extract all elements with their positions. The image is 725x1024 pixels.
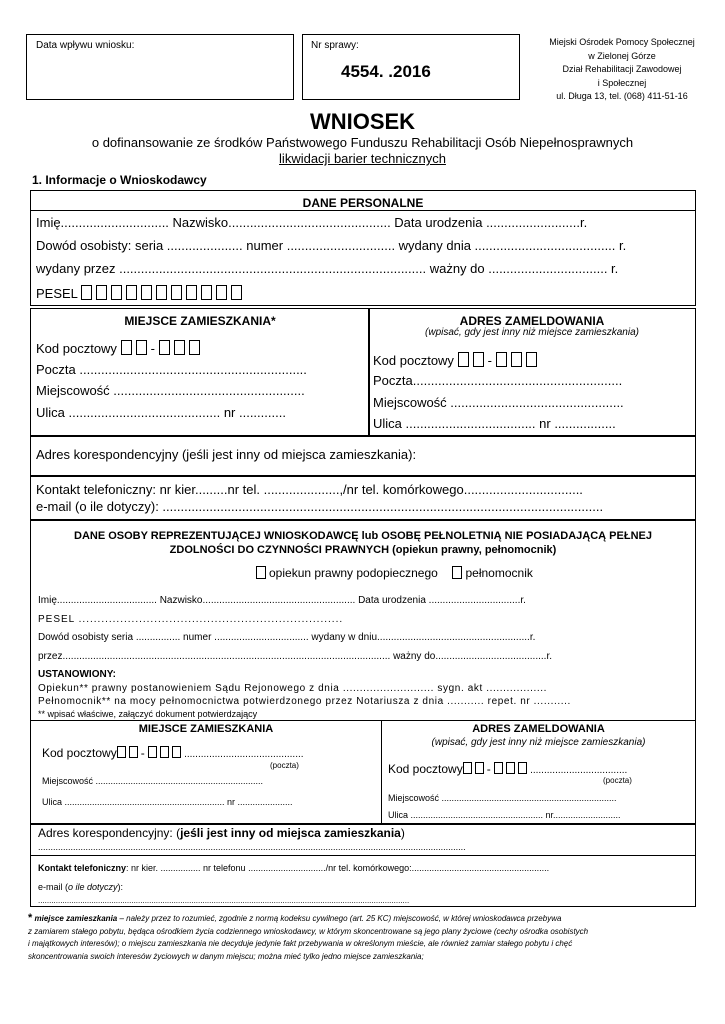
rep-correspondence-bold: jeśli jest inny od miejsca zamieszkania [180,826,401,840]
postal-dash: - [486,762,491,776]
section-heading: 1. Informacje o Wnioskodawcy [32,173,207,187]
postal-dash: - [140,746,145,760]
digit-box[interactable] [506,762,515,774]
digit-box[interactable] [129,746,138,758]
digit-box[interactable] [174,340,185,355]
footnote-star: * [28,912,33,924]
digit-box[interactable] [186,285,197,300]
postal-code-label: Kod pocztowy [42,746,117,760]
digit-box[interactable] [141,285,152,300]
footnote-line: skoncentrowania swoich interesów życiowych w danym miejscu; można mieć tylko jedno miejsce zamieszkania; [28,951,424,961]
rep-pesel-line[interactable]: PESEL ...................................................................... [38,614,344,625]
digit-box[interactable] [189,340,200,355]
rep-residence-postal-code[interactable] [42,746,304,760]
rep-registered-note: (wpisać, gdy jest inny niż miejsce zamieszkania) [431,737,646,748]
document-subtitle: o dofinansowanie ze środków Państwowego Funduszu Rehabilitacji Osób Niepełnosprawnych [91,135,634,150]
rep-id-line[interactable]: Dowód osobisty seria ................ numer .................................. wydany w dniu.......................................................r. [38,632,536,643]
institution-line: i Społecznej [597,77,647,88]
rep-issued-line[interactable]: przez...................................................................................................................... ważny do........................................r. [38,651,553,662]
post-office-dots[interactable]: ................................... [530,765,628,776]
footnote-line: i majątkowych interesów); o miejscu zamieszkania nie decyduje jedynie fakt przebywania w określonym mieście, ale również zamiar stałego pobytu i chęć [28,939,573,948]
postal-code-label: Kod pocztowy [388,762,463,776]
rep-contact-email[interactable] [38,882,123,892]
pesel-label: PESEL [36,286,78,301]
case-number-box [302,34,520,100]
contact-phone-line[interactable]: Kontakt telefoniczny: nr kier.........nr tel. .....................,/nr tel. komórkowego................................. [36,482,583,497]
digit-box[interactable] [126,285,137,300]
registered-post-office[interactable]: Poczta.......................................................... [373,373,623,388]
digit-box[interactable] [458,352,469,367]
representative-heading: ZDOLNOŚCI DO CZYNNOŚCI PRAWNYCH (opiekun prawny, pełnomocnik) [169,544,557,556]
digit-box[interactable] [96,285,107,300]
footnote-text: – należy przez to rozumieć, zgodnie z normą kodeksu cywilnego (art. 25 KC) miejscowość, w której wnioskodawca przebywa [117,914,562,923]
rep-residence-heading: MIEJSCE ZAMIESZKANIA [138,723,274,735]
guardian-appointment-line[interactable]: Opiekun** prawny postanowieniem Sądu Rejonowego z dnia ........................... sygn. akt .................. [38,683,548,694]
appointed-heading: USTANOWIONY: [38,669,116,680]
rep-email-italic: o ile dotyczy [68,882,118,892]
rep-correspondence-label [38,826,405,840]
digit-box[interactable] [160,746,169,758]
footnote [28,912,700,963]
institution-line: ul. Długa 13, tel. (068) 411-51-16 [556,91,688,101]
residence-heading: MIEJSCE ZAMIESZKANIA* [124,314,276,328]
postal-dash: - [487,353,492,368]
postal-dash: - [150,341,155,356]
postal-code-label: Kod pocztowy [36,341,117,356]
digit-box[interactable] [136,340,147,355]
registered-street[interactable]: Ulica .................................... nr ................. [373,416,616,431]
proxy-checkbox[interactable] [452,566,462,579]
rep-name-line[interactable]: Imię.................................... Nazwisko....................................................... Data urodzenia .................................r. [38,595,526,606]
rep-registered-postal-code[interactable] [388,762,627,776]
digit-box[interactable] [473,352,484,367]
rep-registered-heading: ADRES ZAMELDOWANIA [472,723,605,735]
institution-info [524,36,720,104]
correspondence-label[interactable]: Adres korespondencyjny (jeśli jest inny od miejsca zamieszkania): [36,447,417,462]
digit-box[interactable] [117,746,126,758]
rep-email-suffix: ): [117,882,124,892]
digit-box[interactable] [494,762,503,774]
digit-box[interactable] [159,340,170,355]
footnote-line [28,912,700,926]
case-number-label: Nr sprawy: [311,40,359,51]
legal-guardian-checkbox[interactable] [256,566,266,579]
digit-box[interactable] [526,352,537,367]
document-title: WNIOSEK [309,109,416,134]
institution-line: Miejski Ośrodek Pomocy Społecznej [549,37,695,47]
residence-postal-code[interactable] [36,340,204,356]
digit-box[interactable] [511,352,522,367]
post-office-note: (poczta) [603,776,632,785]
digit-box[interactable] [121,340,132,355]
digit-box[interactable] [518,762,527,774]
post-office-dots[interactable]: ........................................... [184,749,304,760]
rep-registered-street[interactable]: Ulica ..................................................... nr........................... [388,810,621,820]
date-received-label: Data wpływu wniosku: [36,40,135,51]
proxy-label: pełnomocnik [465,566,533,580]
digit-box[interactable] [171,285,182,300]
document-subtitle-underlined: likwidacji barier technicznych [279,151,446,166]
digit-box[interactable] [81,285,92,300]
rep-residence-section [30,720,382,824]
residence-town[interactable]: Miejscowość ..................................................... [36,383,305,398]
case-number-value: 4554. .2016 [341,62,431,81]
rep-correspondence-dots[interactable]: ........................................................................................................................................................................... [38,842,466,852]
representative-role-options [256,566,533,580]
digit-box[interactable] [216,285,227,300]
representative-heading: DANE OSOBY REPREZENTUJĄCEJ WNIOSKODAWCĘ lub OSOBĘ PEŁNOLETNIĄ NIE POSIADAJĄCĄ PEŁNEJ [74,530,652,542]
registered-note: (wpisać, gdy jest inny niż miejsce zamieszkania) [425,327,639,338]
digit-box[interactable] [148,746,157,758]
footnote-term: miejsce zamieszkania [34,914,118,923]
rep-contact-phone-label: Kontakt telefoniczny [38,863,127,873]
rep-residence-street[interactable]: Ulica ................................................................ nr ...................... [42,797,293,807]
residence-street[interactable]: Ulica .......................................... nr ............. [36,405,286,420]
rep-contact-phone[interactable] [38,863,549,873]
rep-email-dots[interactable]: ....................................................................................................................................................................... [38,896,410,905]
digit-box[interactable] [463,762,472,774]
postal-code-label: Kod pocztowy [373,353,454,368]
digit-box[interactable] [201,285,212,300]
rep-contact-phone-dots: : nr kier. ................ nr telefonu .............................../nr tel. komórkowego:....................................................... [126,863,550,873]
footnote-line: z zamiarem stałego pobytu, będąca ośrodkiem życia codziennego wnioskodawcy, w którym skoncentrowane są jego plany życiowe (cechy ośrodka osobistych [28,926,589,936]
digit-box[interactable] [111,285,122,300]
post-office-note: (poczta) [270,761,299,770]
institution-line: Dział Rehabilitacji Zawodowej [562,64,682,74]
registered-town[interactable]: Miejscowość ................................................ [373,395,624,410]
id-card-field-line[interactable]: Dowód osobisty: seria ..................... numer .............................. wydany dnia ....................................... r. [36,238,627,253]
digit-box[interactable] [172,746,181,758]
proxy-appointment-line[interactable]: Pełnomocnik** na mocy pełnomocnictwa potwierdzonego przez Notariusza z dnia ........... repet. nr ........... [38,696,571,707]
pesel-field[interactable] [36,285,246,301]
rep-correspondence-suffix: ) [400,826,405,840]
rep-residence-town[interactable]: Miejscowość ................................................................... [42,776,264,786]
digit-box[interactable] [496,352,507,367]
contact-email-line[interactable]: e-mail (o ile dotyczy): .......................................................................................................................... [36,499,604,514]
registered-heading: ADRES ZAMELDOWANIA [459,314,605,328]
registered-postal-code[interactable] [373,352,541,368]
date-received-box [26,34,294,100]
rep-registered-town[interactable]: Miejscowość ...................................................................... [388,793,617,803]
rep-correspondence-prefix: Adres korespondencyjny: ( [38,826,181,840]
legal-guardian-label: opiekun prawny podopiecznego [269,566,438,580]
digit-box[interactable] [156,285,167,300]
appointment-note: ** wpisać właściwe, załączyć dokument potwierdzający [38,709,258,719]
personal-data-heading: DANE PERSONALNE [302,196,424,210]
rep-email-prefix: e-mail ( [38,882,69,892]
name-field-line[interactable]: Imię.............................. Nazwisko............................................. Data urodzenia ..........................r. [36,215,588,230]
digit-box[interactable] [475,762,484,774]
residence-post-office[interactable]: Poczta ............................................................... [36,362,307,377]
issued-by-field-line[interactable]: wydany przez ..................................................................................... ważny do ................................. r. [36,261,619,276]
digit-box[interactable] [231,285,242,300]
institution-line: w Zielonej Górze [588,50,656,61]
